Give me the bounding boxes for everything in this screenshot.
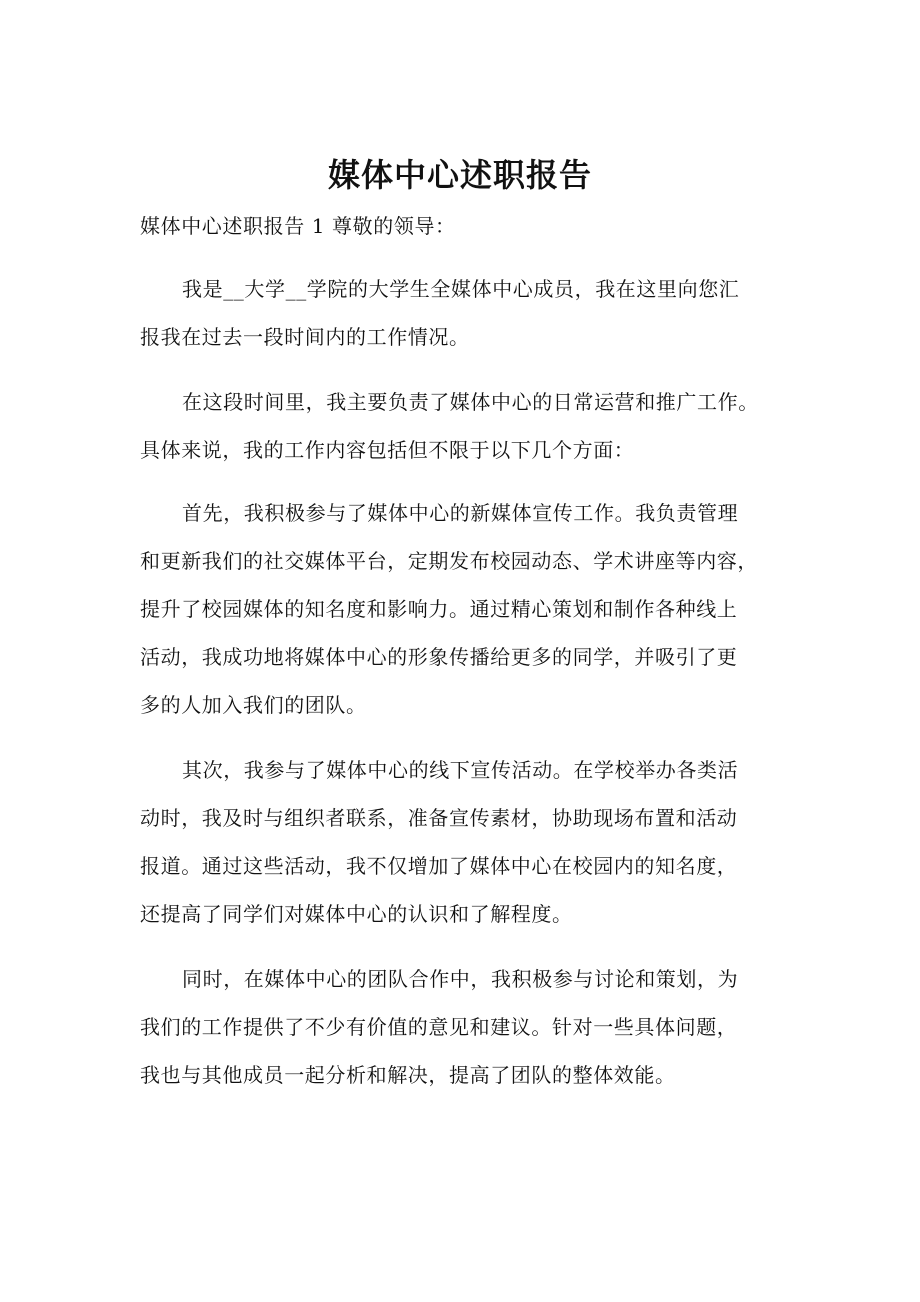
paragraph-2-line-2: 具体来说，我的工作内容包括但不限于以下几个方面： <box>140 438 635 462</box>
paragraph-1-line-1: 我是__大学__学院的大学生全媒体中心成员，我在这里向您汇 <box>182 277 740 301</box>
document-title: 媒体中心述职报告 <box>327 156 592 194</box>
paragraph-5-line-3: 我也与其他成员一起分析和解决，提高了团队的整体效能。 <box>140 1063 676 1087</box>
paragraph-4-line-4: 还提高了同学们对媒体中心的认识和了解程度。 <box>140 902 573 926</box>
paragraph-2-line-1: 在这段时间里，我主要负责了媒体中心的日常运营和推广工作。 <box>182 390 759 414</box>
paragraph-4-line-3: 报道。通过这些活动，我不仅增加了媒体中心在校园内的知名度， <box>140 854 738 878</box>
paragraph-3-line-4: 活动，我成功地将媒体中心的形象传播给更多的同学，并吸引了更 <box>140 645 738 669</box>
paragraph-5-line-1: 同时，在媒体中心的团队合作中，我积极参与讨论和策划，为 <box>182 967 739 991</box>
paragraph-3-line-1: 首先，我积极参与了媒体中心的新媒体宣传工作。我负责管理 <box>182 501 739 525</box>
paragraph-3-line-3: 提升了校园媒体的知名度和影响力。通过精心策划和制作各种线上 <box>140 597 738 621</box>
salutation-line: 媒体中心述职报告 1 尊敬的领导： <box>140 214 456 238</box>
paragraph-3-line-5: 多的人加入我们的团队。 <box>140 693 367 717</box>
paragraph-5-line-2: 我们的工作提供了不少有价值的意见和建议。针对一些具体问题， <box>140 1015 738 1039</box>
paragraph-4-line-2: 动时，我及时与组织者联系，准备宣传素材，协助现场布置和活动 <box>140 806 738 830</box>
paragraph-1-line-2: 报我在过去一段时间内的工作情况。 <box>140 325 470 349</box>
paragraph-3-line-2: 和更新我们的社交媒体平台，定期发布校园动态、学术讲座等内容， <box>140 549 758 573</box>
paragraph-4-line-1: 其次，我参与了媒体中心的线下宣传活动。在学校举办各类活 <box>182 758 739 782</box>
